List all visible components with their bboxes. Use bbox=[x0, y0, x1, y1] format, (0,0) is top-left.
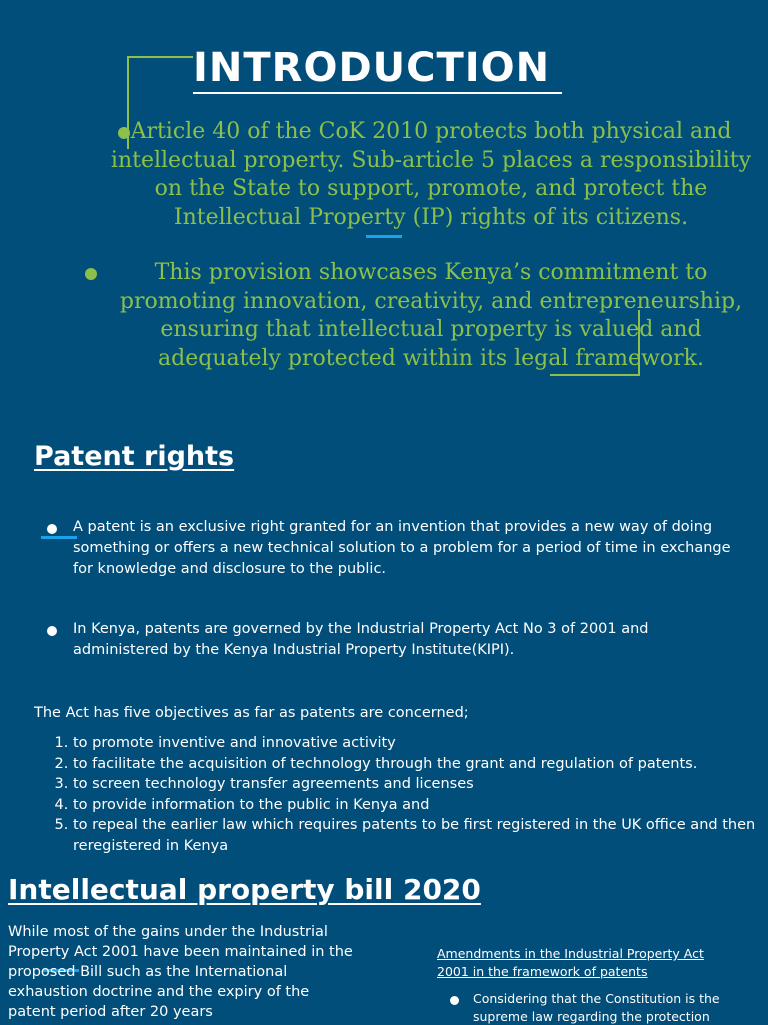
objective-item: 3. to screen technology transfer agreements and licenses bbox=[73, 774, 768, 795]
objectives-intro: The Act has five objectives as far as patents are concerned; bbox=[34, 705, 469, 721]
objective-item: 4. to provide information to the public in Kenya and bbox=[73, 795, 768, 816]
bullet-icon bbox=[450, 996, 459, 1005]
intro-title: INTRODUCTION bbox=[193, 44, 562, 94]
intro-bullet-text: Article 40 of the CoK 2010 protects both physical and intellectual property. Sub-article 5 places a responsibility on the State to support, promote, and protect the Intellectual Property (IP) rights of its citizens. bbox=[110, 119, 752, 230]
decorative-bracket-bottom-horizontal bbox=[550, 374, 640, 376]
patent-bullet-text: In Kenya, patents are governed by the Industrial Property Act No 3 of 2001 and administered by the Kenya Industrial Property Institute(KIPI). bbox=[73, 621, 649, 658]
section-heading-patent-rights: Patent rights bbox=[34, 441, 235, 472]
amendments-heading: Amendments in the Industrial Property Act 2001 in the framework of patents bbox=[437, 946, 704, 979]
objective-item: 2. to facilitate the acquisition of technology through the grant and regulation of patents. bbox=[73, 754, 768, 775]
decorative-accent-underline bbox=[41, 536, 77, 539]
intro-bullet-text: This provision showcases Kenya’s commitment to promoting innovation, creativity, and entrepreneurship, ensuring that intellectual property is valued and adequately protected within its legal framework. bbox=[119, 260, 743, 371]
ip-bill-paragraph: While most of the gains under the Industrial Property Act 2001 have been maintained in the proposed Bill such as the International exhaustion doctrine and the expiry of the patent period after 20 years bbox=[8, 924, 353, 1020]
objectives-list bbox=[34, 733, 768, 856]
bullet-icon bbox=[47, 626, 57, 636]
decorative-accent-underline bbox=[366, 235, 402, 238]
section-heading-ip-bill: Intellectual property bill 2020 bbox=[8, 873, 481, 906]
amendment-item: Considering that the Constitution is the supreme law regarding the protection bbox=[473, 991, 720, 1024]
bullet-icon bbox=[47, 524, 57, 534]
decorative-bracket-top-horizontal bbox=[127, 56, 193, 58]
patent-bullet-text: A patent is an exclusive right granted for an invention that provides a new way of doing something or offers a new technical solution to a problem for a period of time in exchange for knowledge and disclosure to the public. bbox=[73, 519, 731, 577]
objective-item: 1. to promote inventive and innovative activity bbox=[73, 733, 768, 754]
bullet-icon bbox=[85, 268, 97, 280]
objective-item: 5. to repeal the earlier law which requires patents to be first registered in the UK office and then reregistered in Kenya bbox=[73, 815, 768, 856]
